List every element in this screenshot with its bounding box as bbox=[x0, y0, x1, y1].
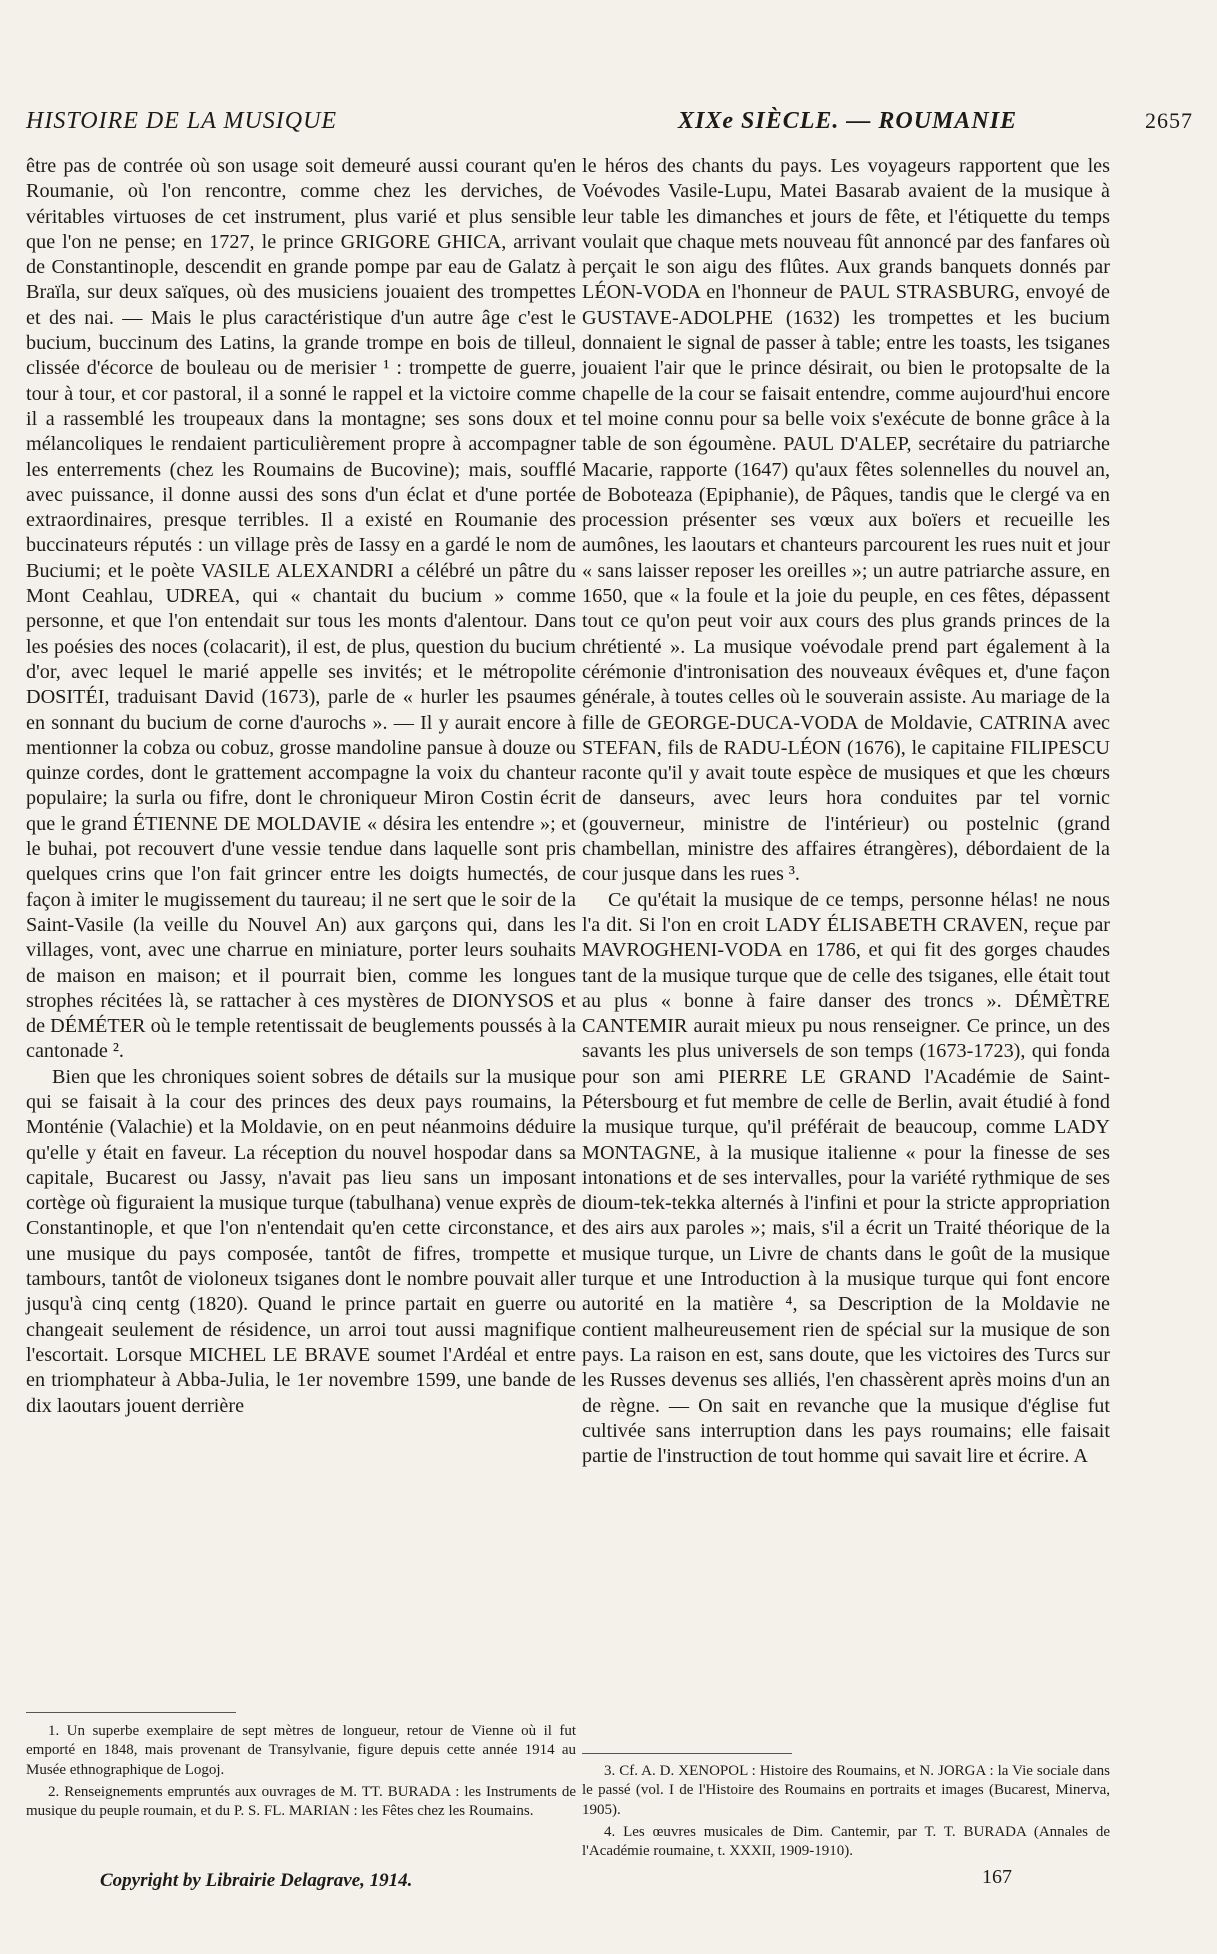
footnote: 4. Les œuvres musicales de Dim. Cantemir, par T. T. BURADA (Annales de l'Académie roumaine, t. XXXII, 1909-1910). bbox=[582, 1823, 1110, 1860]
footnotes-left bbox=[26, 1722, 576, 1824]
left-column bbox=[26, 154, 576, 1419]
footnote: 1. Un superbe exemplaire de sept mètres de longueur, retour de Vienne où il fut emporté en 1848, mais provenant de Transylvanie, figure depuis cette année 1914 au Musée ethnographique de Logoj. bbox=[26, 1723, 576, 1778]
header-title-left: HISTOIRE DE LA MUSIQUE bbox=[26, 108, 338, 134]
footnote-divider bbox=[582, 1753, 792, 1754]
footnote-divider bbox=[26, 1712, 236, 1713]
paragraph: Bien que les chroniques soient sobres de détails sur la musique qui se faisait à la cour des princes des deux pays roumains, la Monténie (Valachie) et la Moldavie, on en peut néanmoins déduire qu'elle y était en faveur. La réception du nouvel hospodar dans sa capitale, Bucarest ou Jassy, n'avait pas lieu sans un imposant cortège où figuraient la musique turque (tabulhana) venue exprès de Constantinople, et que l'on n'entendait qu'en cette circonstance, et une musique du pays composée, tantôt de fifres, trompette et tambours, tantôt de violoneux tsiganes dont le nombre pouvait aller jusqu'à cinq centg (1820). Quand le prince partait en guerre ou changeait seulement de résidence, un arroi tout aussi magnifique l'escortait. Lorsque MICHEL LE BRAVE soumet l'Ardéal et entre en triomphateur à Abba-Julia, le 1er novembre 1599, une bande de dix laoutars jouent derrière bbox=[26, 1065, 576, 1417]
paragraph: Ce qu'était la musique de ce temps, personne hélas! ne nous l'a dit. Si l'on en croit LADY ÉLISABETH CRAVEN, reçue par MAVROGHENI-VODA en 1786, et qui fit des gorges chaudes tant de la musique turque que de celle des tsiganes, elle était tout au plus « bonne à faire danser des troncs ». DÉMÈTRE CANTEMIR aurait mieux pu nous renseigner. Ce prince, un des savants les plus universels de son temps (1673-1723), qui fonda pour son ami PIERRE LE GRAND l'Académie de Saint-Pétersbourg et fut membre de celle de Berlin, avait étudié à fond la musique turque, qu'il préférait de beaucoup, comme LADY MONTAGNE, à la musique italienne « pour la finesse de ses intonations et de ses intervalles, pour la variété rythmique de ses dioum-tek-tekka alternés à l'infini et pour la stricte appropriation des airs aux paroles »; mais, s'il a écrit un Traité théorique de la musique turque, un Livre de chants dans le goût de la musique turque et une Introduction à la musique turque qui font encore autorité en la matière ⁴, sa Description de la Moldavie ne contient malheureusement rien de spécial sur la musique de son pays. La raison en est, sans doute, que les victoires des Turcs sur les Russes devenus ses alliés, l'en chassèrent après moins d'un an de règne. — On sait en revanche que la musique d'église fut cultivée sans interruption dans les pays roumains; elle faisait partie de l'instruction de tout homme qui savait lire et écrire. A bbox=[582, 888, 1110, 1468]
footnotes-right bbox=[582, 1762, 1110, 1864]
footnote: 2. Renseignements empruntés aux ouvrages de M. TT. BURADA : les Instruments de musique du peuple roumain, et du P. S. FL. MARIAN : les Fêtes chez les Roumains. bbox=[26, 1783, 576, 1820]
copyright-notice: Copyright by Librairie Delagrave, 1914. bbox=[100, 1870, 413, 1891]
paragraph: le héros des chants du pays. Les voyageurs rapportent que les Voévodes Vasile-Lupu, Matei Basarab avaient de la musique à leur table les dimanches et jours de fête, et l'étiquette du temps voulait que chaque mets nouveau fût annoncé par des fanfares où perçait le son aigu des flûtes. Aux grands banquets donnés par LÉON-VODA en l'honneur de PAUL STRASBURG, envoyé de GUSTAVE-ADOLPHE (1632) les trompettes et les bucium donnaient le signal de passer à table; entre les toasts, les tsiganes jouaient l'air que le prince désirait, ou bien le protopsalte de la chapelle de la cour se faisait entendre, comme aujourd'hui encore tel moine connu pour sa belle voix s'exécute de bonne grâce à la table de son égoumène. PAUL D'ALEP, secrétaire du patriarche Macarie, rapporte (1647) qu'aux fêtes solennelles du nouvel an, de Boboteaza (Epiphanie), de Pâques, tandis que le clergé va en procession présenter ses vœux aux boïers et recueille les aumônes, les laoutars et chanteurs parcourent les rues nuit et jour « sans laisser reposer les oreilles »; un autre patriarche assure, en 1650, que « la foule et la joie du peuple, en ces fêtes, dépassent tout ce qu'on peut voir aux cours des plus grands princes de la chrétienté ». La musique voévodale prend part également à la cérémonie d'intronisation des nouveaux évêques et, d'une façon générale, à toutes celles où le souverain assiste. Au mariage de la fille de GEORGE-DUCA-VODA de Moldavie, CATRINA avec STEFAN, fils de RADU-LÉON (1676), le capitaine FILIPESCU raconte qu'il y avait toute espèce de musiques et que les chœurs de danseurs, avec leurs hora conduites par tel vornic (gouverneur, ministre de l'intérieur) ou postelnic (grand chambellan, ministre des affaires étrangères), débordaient de la cour jusque dans les rues ³. bbox=[582, 155, 1110, 886]
header-page-number: 2657 bbox=[1145, 108, 1193, 133]
footnote: 3. Cf. A. D. XENOPOL : Histoire des Roumains, et N. JORGA : la Vie sociale dans le passé (vol. I de l'Histoire des Roumains en portraits et images (Bucarest, Minerva, 1905). bbox=[582, 1763, 1110, 1818]
right-column bbox=[582, 154, 1110, 1469]
paragraph: être pas de contrée où son usage soit demeuré aussi courant qu'en Roumanie, où l'on rencontre, comme chez les derviches, de véritables virtuoses de cet instrument, plus varié et plus sensible que l'on ne pense; en 1727, le prince GRIGORE GHICA, arrivant de Constantinople, descendit en grande pompe par eau de Galatz à Braïla, sur deux saïques, où des musiciens jouaient des trompettes et des nai. — Mais le plus caractéristique d'un autre âge c'est le bucium, buccinum des Latins, la grande trompe en bois de tilleul, clissée d'écorce de bouleau ou de merisier ¹ : trompette de guerre, tour à tour, et cor pastoral, il a sonné le rappel et la victoire comme il a rassemblé les troupeaux dans la montagne; ses sons doux et mélancoliques le rendaient particulièrement propre à accompagner les enterrements (chez les Roumains de Bucovine); mais, soufflé avec puissance, il donne aussi des sons d'un éclat et d'une portée extraordinaires, presque terribles. Il a existé en Roumanie des buccinateurs réputés : un village près de Iassy en a gardé le nom de Buciumi; et le poète VASILE ALEXANDRI a célébré un pâtre du Mont Ceahlau, UDREA, qui « chantait du bucium » comme personne, et que l'on entendait sur tous les monts d'alentour. Dans les poésies des noces (colacarit), il est, de plus, question du bucium d'or, avec lequel le marié appelle ses invités; et le métropolite DOSITÉI, traduisant David (1673), parle de « hurler les psaumes en sonnant du bucium de corne d'aurochs ». — Il y aurait encore à mentionner la cobza ou cobuz, grosse mandoline pansue à douze ou quinze cordes, dont le grattement accompagne la voix du chanteur populaire; la surla ou fifre, dont le chroniqueur Miron Costin écrit que le grand ÉTIENNE DE MOLDAVIE « désira les entendre »; et le buhai, pot recouvert d'une vessie tendue dans laquelle sont pris quelques crins que l'on fait grincer entre les doigts humectés, de façon à imiter le mugissement du taureau; il ne sert que le soir de la Saint-Vasile (la veille du Nouvel An) aux garçons qui, dans les villages, vont, avec une charrue en miniature, porter leurs souhaits de maison en maison; et il pourrait bien, comme les longues strophes récitées là, se rattacher à ces mystères de DIONYSOS et de DÉMÉTER où le temple retentissait de beuglements poussés à la cantonade ². bbox=[26, 155, 576, 1063]
running-header bbox=[26, 108, 1193, 138]
page-number: 167 bbox=[982, 1866, 1012, 1888]
header-title-right: XIXe SIÈCLE. — ROUMANIE bbox=[678, 108, 1018, 134]
